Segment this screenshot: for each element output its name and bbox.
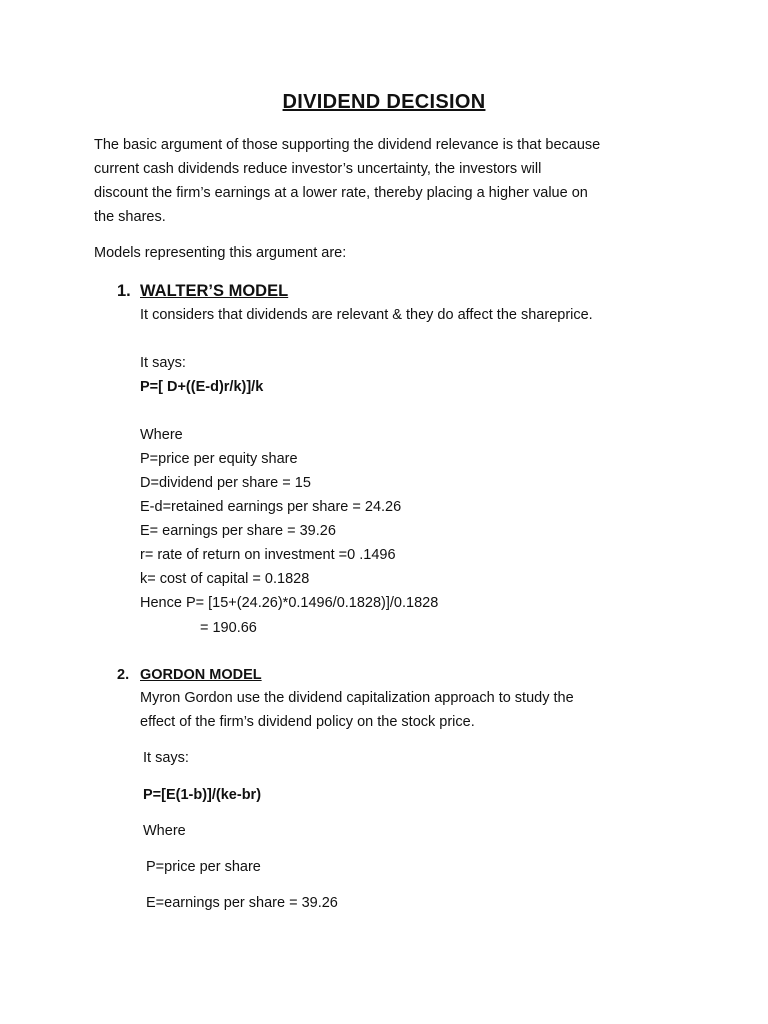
walter-formula: P=[ D+((E-d)r/k)]/k (140, 379, 264, 395)
intro-line: the shares. (94, 209, 166, 225)
gordon-number: 2. (117, 667, 130, 683)
intro-line: discount the firm’s earnings at a lower rate, thereby placing a higher value on (94, 185, 588, 201)
gordon-definition: P=price per share (146, 859, 261, 875)
gordon-description-line: effect of the firm’s dividend policy on the stock price. (140, 714, 475, 730)
walter-number: 1. (117, 282, 131, 300)
walter-definition: k= cost of capital = 0.1828 (140, 571, 310, 587)
walter-definition: D=dividend per share = 15 (140, 475, 311, 491)
gordon-description-line: Myron Gordon use the dividend capitalization approach to study the (140, 690, 574, 706)
walter-description: It considers that dividends are relevant & they do affect the shareprice. (140, 307, 593, 323)
intro-line: current cash dividends reduce investor’s uncertainty, the investors will (94, 161, 542, 177)
page-title: DIVIDEND DECISION (282, 91, 486, 113)
walter-definition: r= rate of return on investment =0 .1496 (140, 547, 396, 563)
models-intro: Models representing this argument are: (94, 245, 347, 261)
gordon-formula: P=[E(1-b)]/(ke-br) (143, 787, 262, 803)
gordon-it-says: It says: (143, 750, 189, 766)
walter-definition: E= earnings per share = 39.26 (140, 523, 336, 539)
walter-where: Where (140, 427, 183, 443)
walter-it-says: It says: (140, 355, 186, 371)
walter-definition: Hence P= [15+(24.26)*0.1496/0.1828)]/0.1828 (140, 595, 439, 611)
walter-definition: P=price per equity share (140, 451, 298, 467)
intro-line: The basic argument of those supporting the dividend relevance is that because (94, 137, 601, 153)
walter-result: = 190.66 (200, 620, 257, 636)
walter-heading: WALTER’S MODEL (140, 282, 289, 300)
gordon-heading: GORDON MODEL (140, 667, 262, 683)
walter-definition: E-d=retained earnings per share = 24.26 (140, 499, 402, 515)
gordon-definition: E=earnings per share = 39.26 (146, 895, 338, 911)
gordon-where: Where (143, 823, 186, 839)
